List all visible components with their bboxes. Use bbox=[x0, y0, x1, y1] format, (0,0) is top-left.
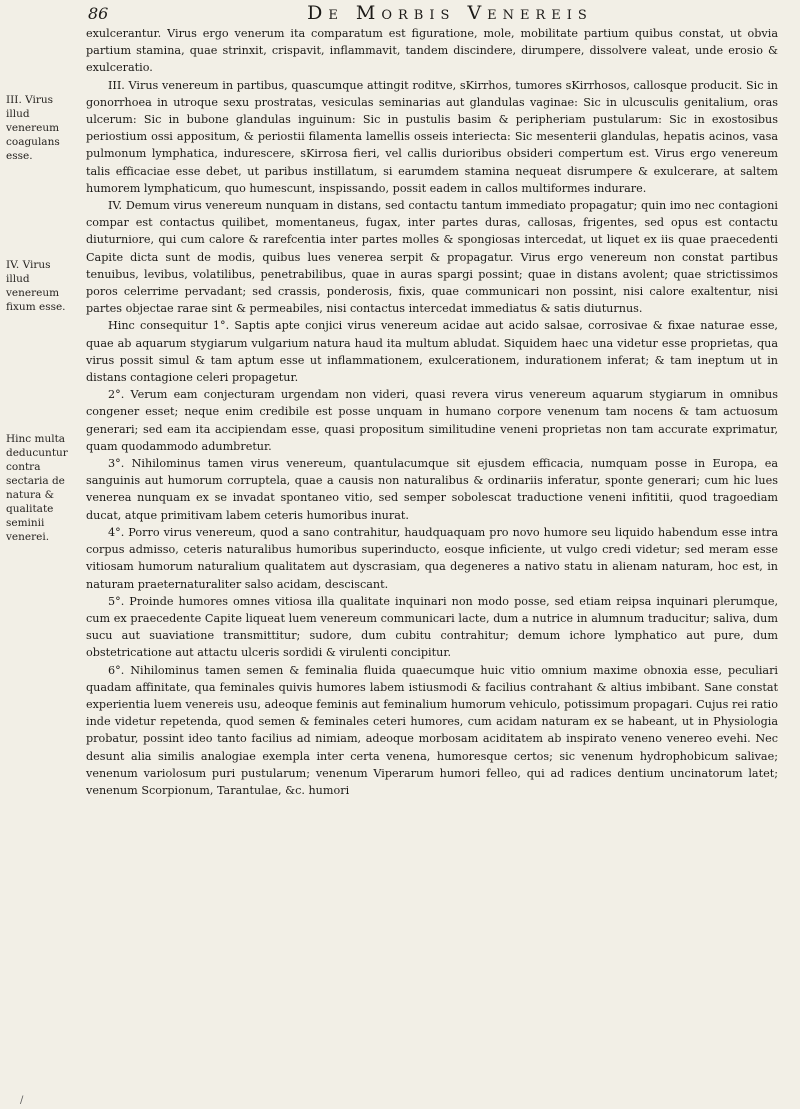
margin-note-hinc: Hinc multa deducuntur contra sectaria de natura & qualitate seminii venerei. bbox=[6, 433, 68, 543]
margin-note-iii: III. Virus illud venereum coagulans esse. bbox=[6, 94, 60, 162]
margin-note-iv: IV. Virus illud venereum fixum esse. bbox=[6, 259, 66, 313]
stray-mark: / bbox=[20, 1095, 24, 1106]
page-number: 86 bbox=[88, 4, 109, 23]
paragraph-7: 4°. Porro virus venereum, quod a sano contrahitur, haudquaquam pro novo humore seu liquido habendum esse intra corpus admisso, ceteris naturalibus humoribus superinducto, eosque inficiente, ut vulgo credi videtur; sed meram esse vitiosam humorum naturalium qualitatem aut dyscrasiam, qua degeneres a nativo statu in alienam naturam, hoc est, in naturam praeternaturaliter salso acidam, descisсant. bbox=[86, 525, 778, 591]
paragraph-9: 6°. Nihilominus tamen semen & feminalia fluida quaecumque huic vitio omnium maxime obnoxia esse, peculiari quadam affinitate, qua feminales quivis humores labem istiusmodi & facilius contrahant & altius imbibant. Sane constat experientia luem venereis usu, adeoque feminis aut feminalium humorum vehiculo, potissimum propagari. Cujus rei ratio inde videtur repetenda, quod semen & feminales ceteri humores, cum acidam naturam ex se habeant, ut in Physiologia probatur, possint ideo tanto facilius ad nimiam, adeoque morbosam aciditatem ab inspirato veneno venereo evehi. Nec desunt alia similis analogiae exempla inter certa venena, humoresque certos; sic venenum hydrophobicum salivae; venenum variolosum puri pustularum; venenum Viperarum humori felleo, qui ad radices dentium uncinatorum latet; venenum Scorpionum, Tarantulae, &c. humori bbox=[86, 663, 778, 797]
paragraph-2: III. Virus venereum in partibus, quascumque attingit roditve, sKirrhos, tumores sKirrhosos, callosque producit. Sic in gonorrhoea in utroque sexu prostratas, vesiculas seminarias aut glandulas vaginae: Sic in ulcusculis genitalium, oras ulcerum: Sic in bubone glandulas inguinum: Sic in pustulis basim & peripheriam pustularum: Sic in exostosibus periostium ossi appositum, & periostii filamenta lamellis osseis interiecta: Sic mesenterii glandulas, hepatis acinos, vasa pulmonum lymphatica, indurescere, sKirrosa fieri, vel callis durioribus obsideri compertum est. Virus ergo venereum talis efficaciae esse debet, ut paribus instillatum, si earumdem stamina nequeat disrumpere & exulcerare, at saltem humorem lymphaticum, quo humescunt, inspissando, possit eadem in callos multiformes indurare. bbox=[86, 78, 778, 195]
paragraph-8: 5°. Proinde humores omnes vitiosa illa qualitate inquinari non modo posse, sed etiam reipsa inquinari plerumque, cum ex praecedente Capite liqueat luem venereum communicari lacte, dum a nutrice in alumnum traducitur; saliva, dum sucu aut suaviatione transmittitur; sudore, dum cubitu contrahitur; demum ichore lymphatico aut pure, dum obstetricatione aut attactu ulceris sordidi & virulenti concipitur. bbox=[86, 594, 778, 660]
main-text bbox=[86, 25, 778, 799]
paragraph-6: 3°. Nihilominus tamen virus venereum, quantulacumque sit ejusdem efficacia, numquam posse in Europa, ea sanguinis aut humorum corruptela, quae a causis non naturalibus & ordinariis inferatur, sponte generari; cum hic lues venerea nunquam ex se invadat spontaneo vitio, sed semper sobolescat traductione veneni infititii, quod tragoediam ducat, atque primitivam labem ceteris humoribus inurat. bbox=[86, 457, 778, 522]
running-title: De Morbis Venereis bbox=[307, 2, 593, 24]
paragraph-1: exulcerantur. Virus ergo venerum ita comparatum est figuratione, mole, mobilitate partium quibus constat, ut obvia partium stamina, quae strinxit, crispavit, inflammavit, tandem discindere, dirumpere, dissolvere valeat, unde erosio & exulceratio. bbox=[86, 27, 778, 75]
paragraph-5: 2°. Verum eam conjecturam urgendam non videri, quasi revera virus venereum aquarum stygiarum in omnibus congener esset; neque enim credibile est posse unquam in humano corpore venenum tam nocens & tam actuosum generari; sed eam ita accipiendam esse, quasi propositum similitudine veneni proprietas non tam accurate exprimatur, quam quodammodo adumbretur. bbox=[86, 388, 778, 453]
page-header bbox=[0, 2, 800, 26]
paragraph-3: IV. Demum virus venereum nunquam in distans, sed contactu tantum immediato propagatur; quin imo nec contagioni compar est contactus quilibet, momentaneus, fugax, inter partes duras, callosas, frigentes, sed opus est contactu diuturniore, qui cum calore & rarefcentia inter partes molles & spongiosas intercedat, ut liquet ex iis quae praecedenti Capite dicta sunt de modis, quibus lues venerea serpit & propagatur. Virus ergo venereum non constat partibus tenuibus, levibus, volatilibus, penetrabilibus, quae in auras spargi possint; quae in distans avolent; quae strictissimos poros celerrime pervadant; sed crassis, ponderosis, fixis, quae communicari non possint, nisi calore exaltentur, nisi partes objectae rarae sint & permeabiles, nisi contactus intercedat immediatus & satis diuturnus. bbox=[86, 199, 778, 316]
paragraph-4: Hinc consequitur 1°. Saptis apte conjici virus venereum acidae aut acido salsae, corrosivae & fixae naturae esse, quae ab aquarum stygiarum vulgarium natura haud ita multum abludat. Siquidem haec una videtur esse proprietas, qua virus possit simul & tam aptum esse ut inflammationem, exulcerationem, indurationem inferat; & tam ineptum ut in distans contagione celeri propagetur. bbox=[86, 319, 778, 385]
